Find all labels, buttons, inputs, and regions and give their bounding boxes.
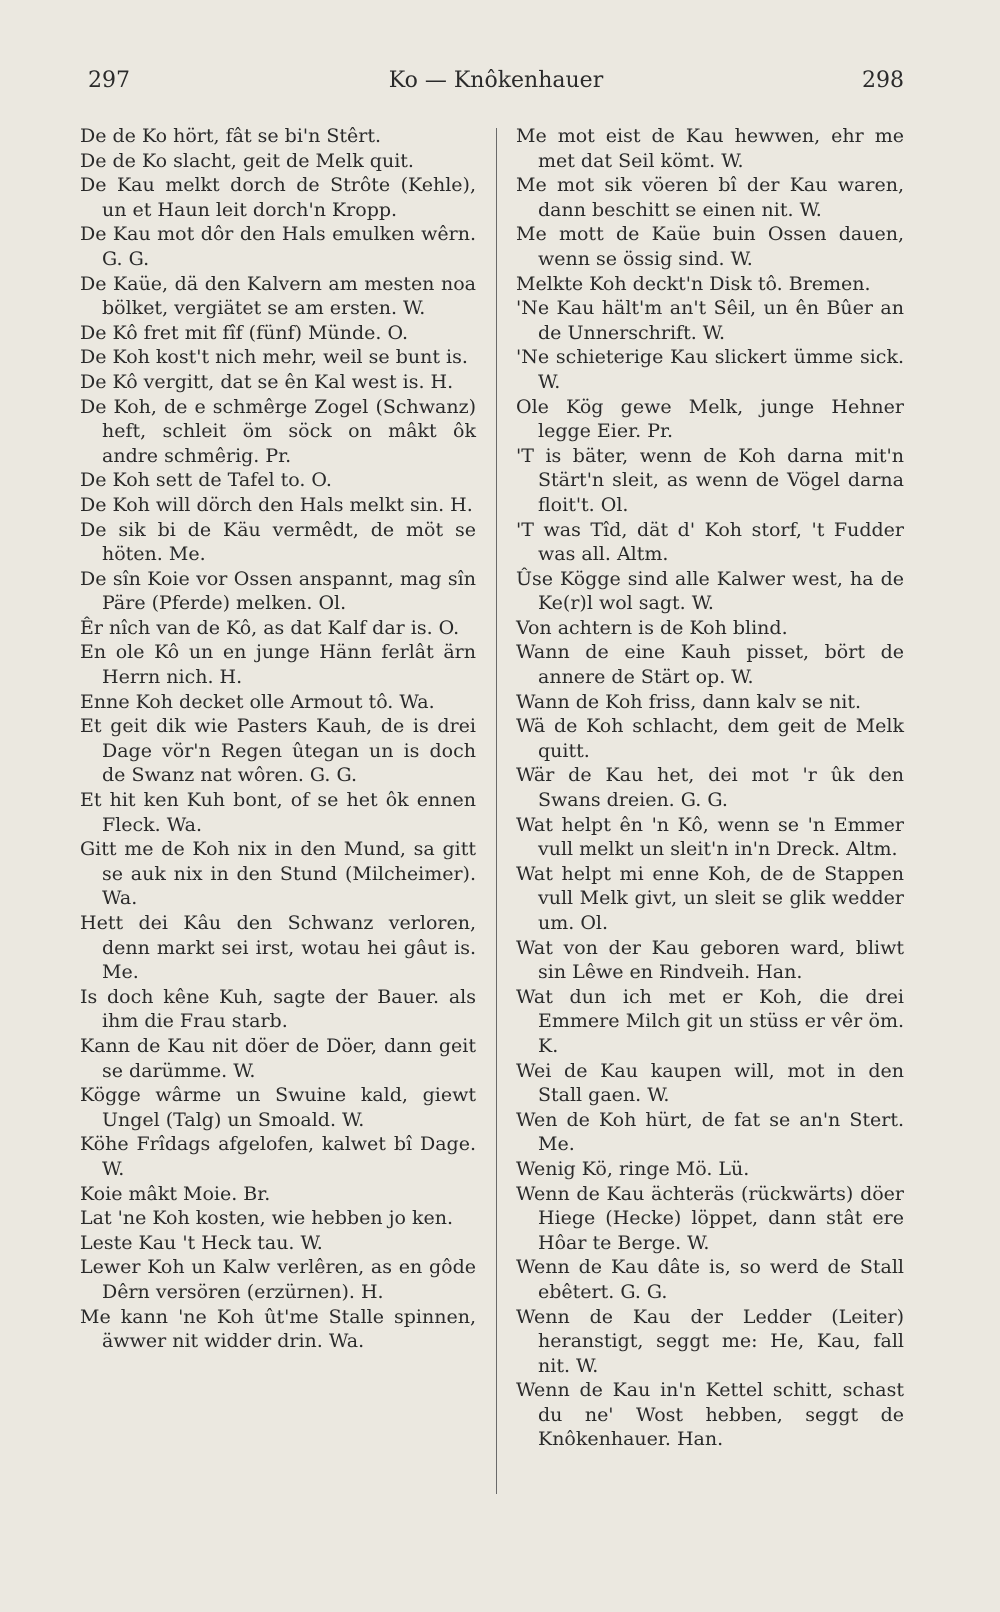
right-column xyxy=(516,124,904,1452)
proverb-entry: Wei de Kau kaupen will, mot in den Stall gaen. W. xyxy=(516,1059,904,1107)
proverb-entry: De Koh, de e schmêrge Zogel (Schwanz) heft, schleit öm söck on mâkt ôk andre schmêrig. Pr. xyxy=(80,395,476,467)
proverb-entry: 'T was Tîd, dät d' Koh storf, 't Fudder was all. Altm. xyxy=(516,518,904,566)
proverb-entry: Von achtern is de Koh blind. xyxy=(516,616,788,639)
proverb-entry: Koie mâkt Moie. Br. xyxy=(80,1182,271,1205)
proverb-entry: Me mot sik vöeren bî der Kau waren, dann beschitt se einen nit. W. xyxy=(516,174,904,221)
proverb-entry: De de Ko hört, fât se bi'n Stêrt. xyxy=(80,125,382,147)
proverb-entry: Wä de Koh schlacht, dem geit de Melk quitt. xyxy=(516,715,904,762)
proverb-entry: Wär de Kau het, dei mot 'r ûk den Swans dreien. G. G. xyxy=(516,764,904,812)
page-title: Ko — Knôkenhauer xyxy=(388,68,604,93)
proverb-entry: Ole Kög gewe Melk, junge Hehner legge Eier. Pr. xyxy=(516,395,904,443)
page-number-right: 298 xyxy=(862,68,904,93)
page-number-left: 297 xyxy=(88,68,130,93)
proverb-entry: Wenn de Kau ächteräs (rückwärts) döer Hiege (Hecke) löppet, dann stât ere Hôar te Berge. W. xyxy=(516,1182,904,1254)
proverb-entry: 'T is bäter, wenn de Koh darna mit'n Stärt'n sleit, as wenn de Vögel darna floit't. Ol. xyxy=(516,444,904,516)
proverb-entry: Kögge wârme un Swuine kald, giewt Ungel (Talg) un Smoald. W. xyxy=(80,1084,476,1131)
left-column xyxy=(80,124,476,1354)
proverb-entry: Köhe Frîdags afgelofen, kalwet bî Dage. W. xyxy=(80,1133,476,1180)
column-divider xyxy=(496,128,497,1494)
proverb-entry: Is doch kêne Kuh, sagte der Bauer. als ihm die Frau starb. xyxy=(80,985,476,1033)
proverb-entry: De Kau melkt dorch de Strôte (Kehle), un et Haun leit dorch'n Kropp. xyxy=(80,174,476,221)
proverb-entry: Wenn de Kau in'n Kettel schitt, schast du ne' Wost hebben, seggt de Knôkenhauer. Han. xyxy=(516,1379,904,1451)
proverb-entry: De sîn Koie vor Ossen anspannt, mag sîn Päre (Pferde) melken. Ol. xyxy=(80,567,476,615)
proverb-entry: Lewer Koh un Kalw verlêren, as en gôde Dêrn versören (erzürnen). H. xyxy=(80,1256,476,1303)
proverb-entry: Wenn de Kau der Ledder (Leiter) heranstigt, seggt me: He, Kau, fall nit. W. xyxy=(516,1305,904,1377)
running-header xyxy=(88,68,904,98)
proverb-entry: Wenig Kö, ringe Mö. Lü. xyxy=(516,1157,750,1180)
proverb-entry: Me mott de Kaüe buin Ossen dauen, wenn se össig sind. W. xyxy=(516,223,904,270)
proverb-entry: De Kô vergitt, dat se ên Kal west is. H. xyxy=(80,370,454,393)
proverb-entry: De de Ko slacht, geit de Melk quit. xyxy=(80,149,414,172)
proverb-entry: Wenn de Kau dâte is, so werd de Stall ebêtert. G. G. xyxy=(516,1256,904,1303)
proverb-entry: Lat 'ne Koh kosten, wie hebben jo ken. xyxy=(80,1207,454,1230)
proverb-entry: De Koh kost't nich mehr, weil se bunt is. xyxy=(80,346,468,369)
proverb-entry: Wat von der Kau geboren ward, bliwt sin Lêwe en Rindveih. Han. xyxy=(516,936,904,984)
proverb-entry: Wat helpt ên 'n Kô, wenn se 'n Emmer vull melkt un sleit'n in'n Dreck. Altm. xyxy=(516,813,904,861)
proverb-entry: Gitt me de Koh nix in den Mund, sa gitt se auk nix in den Stund (Milcheimer). Wa. xyxy=(80,838,476,910)
proverb-entry: Ûse Kögge sind alle Kalwer west, ha de Ke(r)l wol sagt. W. xyxy=(516,567,904,615)
proverb-entry: Hett dei Kâu den Schwanz verloren, denn markt sei irst, wotau hei gâut is. Me. xyxy=(80,912,476,984)
proverb-entry: Wat helpt mi enne Koh, de de Stappen vull Melk givt, un sleit se glik wedder um. Ol. xyxy=(516,862,904,934)
proverb-entry: De Kô fret mit fîf (fünf) Münde. O. xyxy=(80,321,408,344)
proverb-entry: De Koh will dörch den Hals melkt sin. H. xyxy=(80,493,473,516)
proverb-entry: De sik bi de Käu vermêdt, de möt se höten. Me. xyxy=(80,518,476,566)
proverb-entry: Enne Koh decket olle Armout tô. Wa. xyxy=(80,690,435,713)
proverb-entry: 'Ne Kau hält'm an't Sêil, un ên Bûer an de Unnerschrift. W. xyxy=(516,297,904,344)
proverb-entry: Melkte Koh deckt'n Disk tô. Bremen. xyxy=(516,272,871,295)
proverb-entry: Wann de eine Kauh pisset, bört de annere de Stärt op. W. xyxy=(516,641,904,689)
proverb-entry: Kann de Kau nit döer de Döer, dann geit se darümme. W. xyxy=(80,1034,476,1082)
proverb-entry: 'Ne schieterige Kau slickert ümme sick. W. xyxy=(516,346,904,393)
proverb-entry: Et geit dik wie Pasters Kauh, de is drei Dage vör'n Regen ûtegan un is doch de Swanz nat wôren. G. G. xyxy=(80,715,476,787)
proverb-entry: Me mot eist de Kau hewwen, ehr me met dat Seil kömt. W. xyxy=(516,125,904,172)
proverb-entry: De Kaüe, dä den Kalvern am mesten noa bölket, vergiätet se am ersten. W. xyxy=(80,272,476,320)
proverb-entry: De Koh sett de Tafel to. O. xyxy=(80,469,332,492)
proverb-entry: Leste Kau 't Heck tau. W. xyxy=(80,1231,323,1254)
proverb-entry: Et hit ken Kuh bont, of se het ôk ennen Fleck. Wa. xyxy=(80,789,476,836)
proverb-entry: En ole Kô un en junge Hänn ferlât ärn Herrn nich. H. xyxy=(80,641,476,689)
proverb-entry: Êr nîch van de Kô, as dat Kalf dar is. O. xyxy=(80,616,460,639)
proverb-entry: Wen de Koh hürt, de fat se an'n Stert. Me. xyxy=(516,1108,904,1156)
proverb-entry: Me kann 'ne Koh ût'me Stalle spinnen, äwwer nit widder drin. Wa. xyxy=(80,1305,476,1353)
proverb-entry: De Kau mot dôr den Hals emulken wêrn. G. G. xyxy=(80,223,476,270)
proverb-entry: Wann de Koh friss, dann kalv se nit. xyxy=(516,690,862,713)
proverb-entry: Wat dun ich met er Koh, die drei Emmere Milch git un stüss er vêr öm. K. xyxy=(516,985,904,1057)
